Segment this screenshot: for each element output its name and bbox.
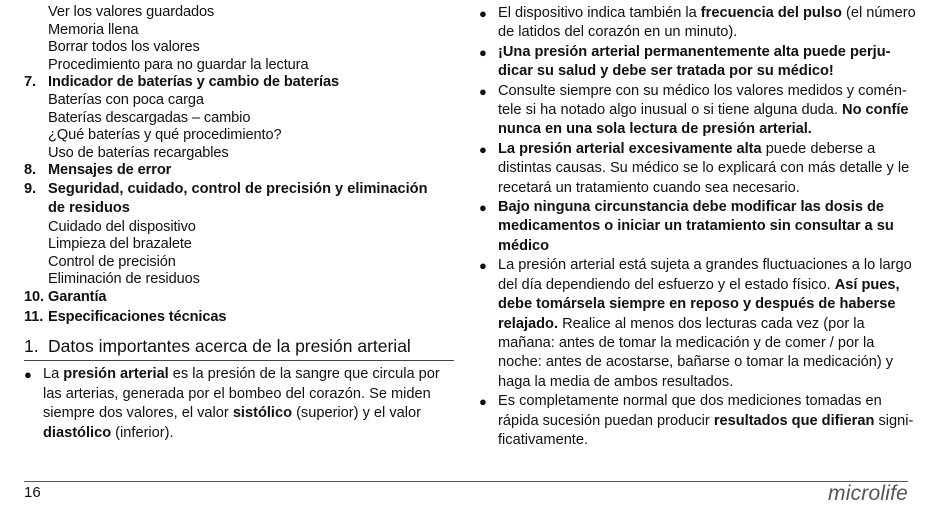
bullet-text: Consulte siempre con su médico los valores medidos y comén-tele si ha notado algo inusual o si tiene alguna duda. No confíe nunca en una sola lectura de presión arterial. (498, 82, 909, 138)
bullet-item (479, 4, 919, 43)
toc-item-number: 10. (24, 288, 44, 305)
section-heading (24, 335, 454, 361)
bullet-icon: ● (479, 83, 487, 99)
bullet-icon: ● (479, 44, 487, 60)
toc-item-title: Indicador de baterías y cambio de baterías (48, 74, 340, 91)
toc-subitem: Limpieza del brazalete (48, 236, 192, 253)
section-number: 1. (24, 336, 39, 357)
toc-item-number: 11. (24, 308, 44, 325)
bullet-item (479, 198, 919, 256)
bullet-icon: ● (479, 141, 487, 157)
section-title: Datos importantes acerca de la presión arterial (48, 336, 411, 357)
left-bullet-list (24, 365, 454, 443)
bullet-icon: ● (479, 258, 487, 274)
toc-subitem: Borrar todos los valores (48, 39, 200, 56)
left-column (24, 4, 454, 443)
brand-logo: microlife (828, 482, 908, 505)
toc-subitem: Procedimiento para no guardar la lectura (48, 56, 309, 73)
toc-item-title: Mensajes de error (48, 162, 172, 179)
bullet-item (479, 43, 919, 82)
toc-item-number: 8. (24, 162, 36, 179)
bullet-item (479, 256, 919, 392)
toc-subitem: Baterías con poca carga (48, 91, 204, 108)
toc-subitem: Eliminación de residuos (48, 271, 200, 288)
toc-item-title: Garantía (48, 288, 107, 305)
right-column (479, 4, 919, 450)
bullet-item (479, 392, 919, 450)
toc-subitem: Baterías descargadas – cambio (48, 109, 251, 126)
toc-item-title: Especificaciones técnicas (48, 308, 227, 325)
bullet-text: Es completamente normal que dos mediciones tomadas en rápida sucesión puedan producir resultados que difieran signi-ficativamente. (498, 393, 914, 448)
bullet-icon: ● (24, 367, 32, 383)
toc-item-number: 9. (24, 180, 37, 197)
toc-item-8 (24, 162, 454, 180)
toc-item-9 (24, 180, 454, 219)
toc-subitem: Cuidado del dispositivo (48, 218, 196, 235)
toc-item-title: Seguridad, cuidado, control de precisión y eliminación de residuos (48, 180, 428, 217)
footer-divider (24, 481, 908, 482)
page-number: 16 (24, 484, 41, 501)
bullet-item (24, 365, 454, 443)
toc-subitem: Memoria llena (48, 21, 139, 38)
toc-item-number: 7. (24, 74, 36, 91)
bullet-icon: ● (479, 394, 487, 410)
toc-subitem: Control de precisión (48, 253, 176, 270)
toc-item-11 (24, 309, 454, 327)
bullet-text: El dispositivo indica también la frecuencia del pulso (el número de latidos del corazón en un minuto). (498, 5, 916, 41)
bullet-text: ¡Una presión arterial permanentemente alta puede perju-dicar su salud y debe ser tratada por su médico! (498, 43, 891, 80)
bullet-item (479, 82, 919, 140)
toc-subitem: Uso de baterías recargables (48, 144, 229, 161)
bullet-item (479, 140, 919, 198)
toc-subitem: Ver los valores guardados (48, 4, 215, 20)
bullet-text: La presión arterial es la presión de la sangre que circula por las arterias, generada por el bombeo del corazón. Se miden siempre dos valores, el valor sistólico (superior) y el valor diastólico (inferior). (43, 366, 440, 441)
bullet-text: La presión arterial excesivamente alta puede deberse a distintas causas. Su médico se lo explicará con más detalle y le recetará un tratamiento cuando sea necesario. (498, 140, 910, 196)
bullet-icon: ● (479, 6, 487, 21)
bullet-icon: ● (479, 200, 487, 216)
bullet-text: Bajo ninguna circunstancia debe modificar las dosis de medicamentos o iniciar un tratamiento sin consultar a su médico (498, 199, 894, 254)
toc-subitem: ¿Qué baterías y qué procedimiento? (48, 127, 282, 144)
bullet-text: La presión arterial está sujeta a grandes fluctuaciones a lo largo del día dependiendo del esfuerzo y el estado físico. Así pues, debe tomársela siempre en reposo y después de haberse relajado. Realice al menos dos lecturas cada vez (por la mañana: antes de tomar la medicación y de comer / por la noche: antes de acostarse, bañarse o tomar la medicación) y haga la media de ambos resultados. (498, 257, 912, 390)
toc-item-7 (24, 74, 454, 92)
toc-item-10 (24, 289, 454, 307)
